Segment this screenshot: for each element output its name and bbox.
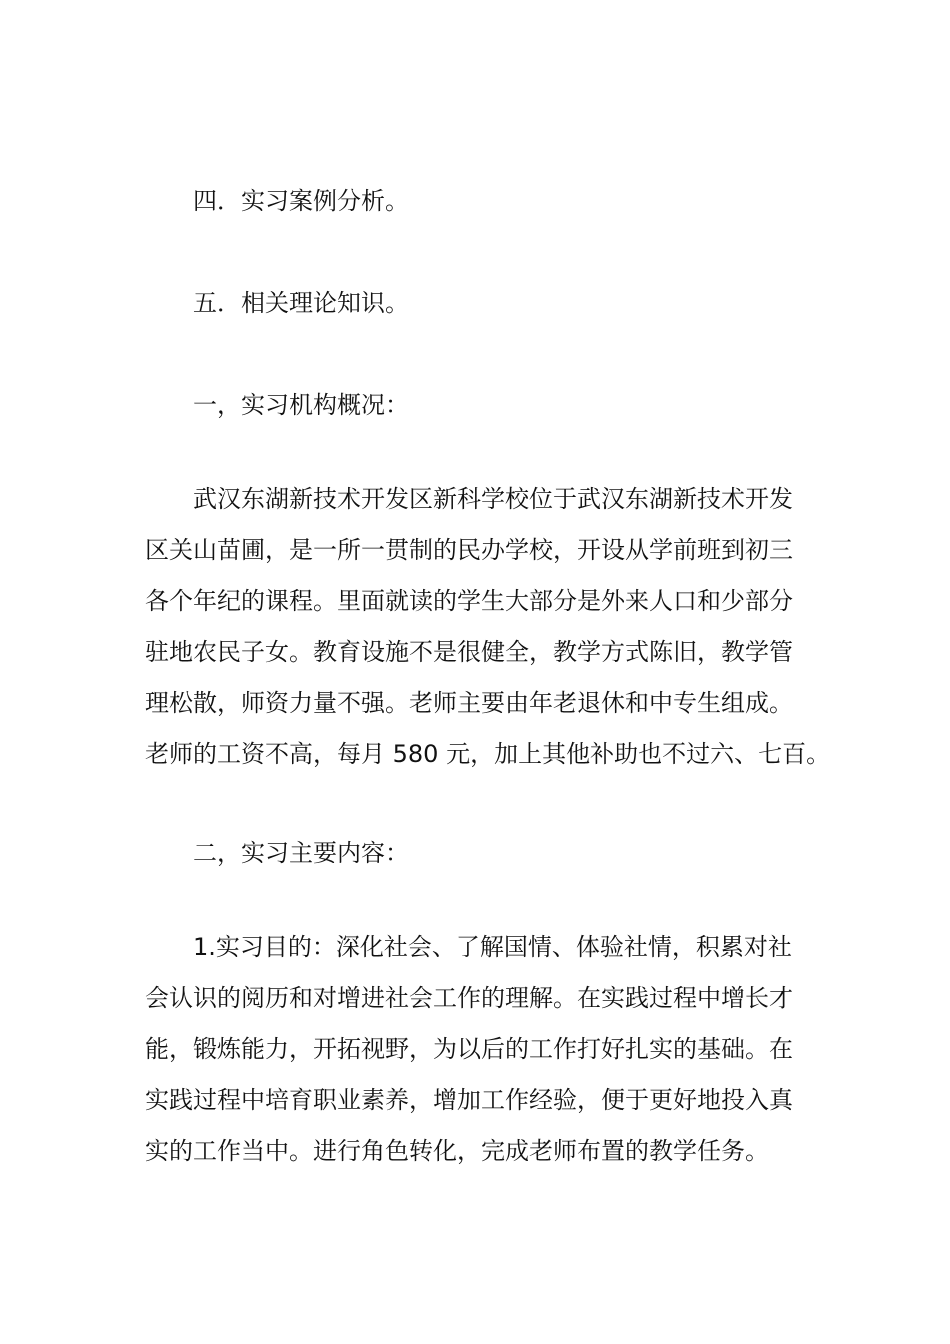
heading-section-5: 五．相关理论知识。: [193, 289, 409, 317]
paragraph-line: 1.实习目的：深化社会、了解国情、体验社情，积累对社: [193, 933, 792, 961]
paragraph-line: 老师的工资不高，每月 580 元，加上其他补助也不过六、七百。: [145, 740, 831, 768]
paragraph-internship-purpose: [145, 922, 808, 1177]
paragraph-line: 实的工作当中。进行角色转化，完成老师布置的教学任务。: [145, 1137, 769, 1165]
heading-section-4: 四．实习案例分析。: [193, 187, 409, 215]
paragraph-line: 理松散，师资力量不强。老师主要由年老退休和中专生组成。: [145, 689, 793, 717]
paragraph-line: 会认识的阅历和对增进社会工作的理解。在实践过程中增长才: [145, 984, 793, 1012]
heading-part-1: 一，实习机构概况：: [193, 391, 409, 419]
heading-part-2: 二，实习主要内容：: [193, 839, 409, 867]
paragraph-line: 武汉东湖新技术开发区新科学校位于武汉东湖新技术开发: [193, 485, 793, 513]
paragraph-institution-overview: [145, 474, 831, 780]
paragraph-line: 各个年纪的课程。里面就读的学生大部分是外来人口和少部分: [145, 587, 793, 615]
paragraph-line: 驻地农民子女。教育设施不是很健全，教学方式陈旧，教学管: [145, 638, 793, 666]
paragraph-line: 区关山苗圃，是一所一贯制的民办学校，开设从学前班到初三: [145, 536, 793, 564]
paragraph-line: 实践过程中培育职业素养，增加工作经验，便于更好地投入真: [145, 1086, 793, 1114]
paragraph-line: 能，锻炼能力，开拓视野，为以后的工作打好扎实的基础。在: [145, 1035, 793, 1063]
